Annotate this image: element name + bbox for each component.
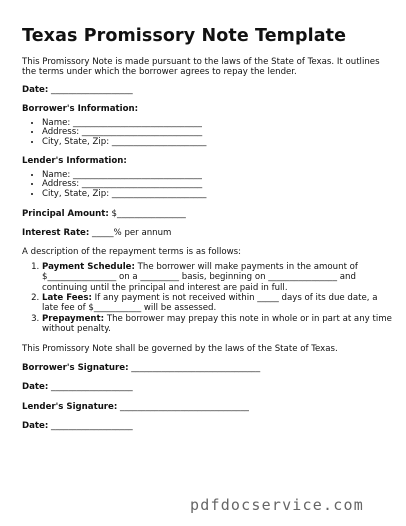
term-label: Prepayment: bbox=[42, 313, 105, 324]
list-item: • Address: ____________________________ bbox=[42, 180, 394, 190]
governing-law: This Promissory Note shall be governed by the laws of the State of Texas. bbox=[22, 343, 338, 354]
date-blank: ___________________ bbox=[48, 421, 133, 432]
date-line bbox=[22, 85, 394, 95]
intro-paragraph: This Promissory Note is made pursuant to the laws of the State of Texas. It outlines the terms under which the borrower agrees to repay the lender. bbox=[22, 57, 380, 78]
interest-line bbox=[22, 228, 394, 238]
borrower-signature-blank: ______________________________ bbox=[128, 363, 261, 374]
borrower-heading: Borrower's Information: bbox=[22, 104, 139, 115]
date-label: Date: bbox=[22, 421, 49, 432]
list-item bbox=[42, 293, 394, 314]
watermark: pdfdocservice.com bbox=[190, 496, 364, 514]
date-blank: ___________________ bbox=[48, 382, 133, 393]
lender-signature-blank: ______________________________ bbox=[117, 401, 249, 412]
term-text: If any payment is not received within _____ days of its due date, a late fee of $___________ will be assessed. bbox=[42, 293, 378, 314]
document-page bbox=[22, 26, 394, 432]
borrower-signature-date bbox=[22, 382, 394, 392]
lender-signature-line bbox=[22, 402, 394, 412]
date-label: Date: bbox=[22, 382, 49, 393]
date-label: Date: bbox=[22, 84, 49, 95]
term-text: The borrower may prepay this note in whole or in part at any time without penalty. bbox=[42, 313, 392, 335]
principal-value: $________________ bbox=[108, 208, 186, 219]
borrower-signature-line bbox=[22, 363, 394, 373]
list-item bbox=[42, 262, 394, 293]
interest-label: Interest Rate: bbox=[22, 228, 90, 238]
principal-line bbox=[22, 209, 394, 219]
term-text: The borrower will make payments in the amount of $________________ on a _________ basis, beginning on ________________ and continuing until the principal and interest are paid in full. bbox=[42, 261, 358, 293]
lender-signature-label: Lender's Signature: bbox=[22, 401, 118, 412]
lender-heading: Lender's Information: bbox=[22, 156, 127, 167]
interest-value: _____% per annum bbox=[89, 228, 172, 238]
term-label: Payment Schedule: bbox=[42, 261, 135, 272]
list-item: • Address: ____________________________ bbox=[42, 128, 394, 138]
repayment-terms-list bbox=[22, 262, 394, 335]
lender-info-list bbox=[22, 171, 394, 200]
list-item: • Name: ______________________________ bbox=[42, 171, 394, 181]
list-item: • City, State, Zip: ______________________ bbox=[42, 190, 394, 200]
borrower-signature-label: Borrower's Signature: bbox=[22, 363, 129, 374]
repayment-intro: A description of the repayment terms is as follows: bbox=[22, 247, 242, 258]
lender-signature-date bbox=[22, 421, 394, 431]
term-label: Late Fees: bbox=[42, 293, 92, 304]
list-item: • Name: ______________________________ bbox=[42, 119, 394, 129]
date-blank: ___________________ bbox=[48, 84, 133, 95]
page-title: Texas Promissory Note Template bbox=[22, 26, 347, 46]
borrower-info-list bbox=[22, 119, 394, 148]
list-item bbox=[42, 314, 394, 335]
list-item: • City, State, Zip: ______________________ bbox=[42, 138, 394, 148]
principal-label: Principal Amount: bbox=[22, 208, 109, 219]
